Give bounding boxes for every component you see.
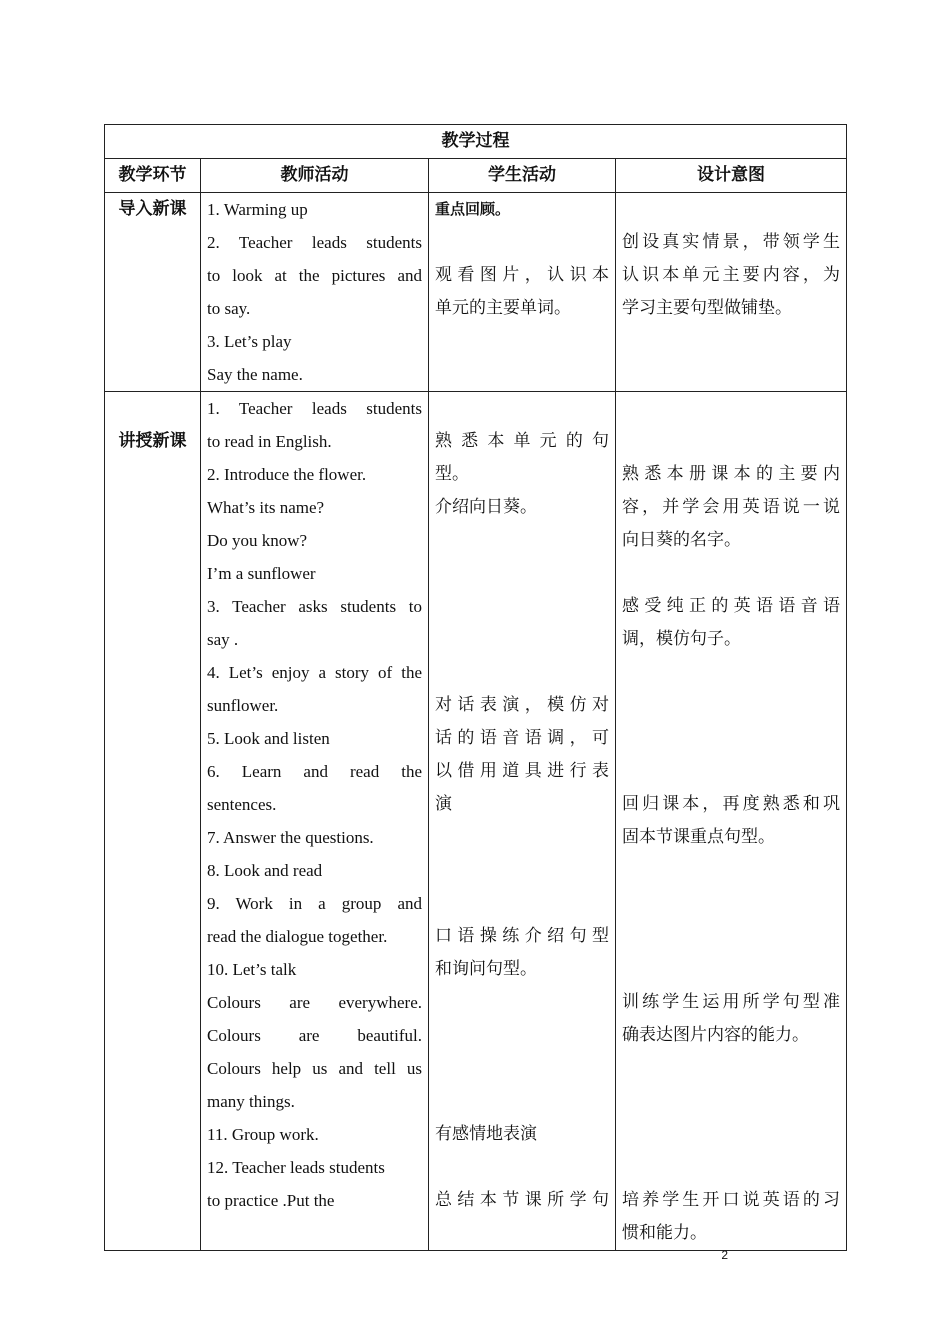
intent-line: 感受纯正的英语语音语 [622, 596, 840, 616]
student-line: 单元的主要单词。 [435, 298, 571, 318]
stage-label: 导入新课 [118, 199, 187, 219]
teacher-line: 8. Look and read [207, 861, 323, 880]
student-line: 对话表演，模仿对 [435, 695, 609, 715]
intent-line: 创设真实情景，带领学生 [622, 232, 840, 252]
teacher-line: 2. Introduce the flower. [207, 465, 367, 484]
header-teacher-activity: 教师活动 [201, 159, 429, 193]
student-line: 介绍向日葵。 [435, 497, 537, 517]
teacher-line: 2. Teacher leads students [207, 233, 422, 252]
teacher-line: 10. Let’s talk [207, 960, 297, 979]
intent-line: 惯和能力。 [622, 1223, 707, 1243]
teacher-line: 5. Look and listen [207, 729, 330, 748]
student-line: 熟悉本单元的句 [435, 431, 609, 451]
teacher-line: 12. Teacher leads students [207, 1158, 385, 1177]
teacher-line: Say the name. [207, 365, 303, 384]
intent-line: 固本节课重点句型。 [622, 827, 775, 847]
teacher-activity-cell [201, 193, 429, 392]
intent-line: 调，模仿句子。 [622, 629, 741, 649]
intent-line: 回归课本，再度熟悉和巩 [622, 794, 840, 814]
intent-line: 学习主要句型做铺垫。 [622, 298, 792, 318]
student-line: 重点回顾。 [435, 200, 511, 218]
intent-line: 认识本单元主要内容，为 [622, 265, 840, 285]
table-title: 教学过程 [105, 125, 847, 159]
teacher-line: 11. Group work. [207, 1125, 319, 1144]
teacher-line: 3. Teacher asks students to [207, 597, 422, 616]
teacher-line: 1. Warming up [207, 200, 308, 219]
stage-label: 讲授新课 [118, 431, 187, 451]
teacher-line: 6. Learn and read the [207, 762, 422, 781]
header-stage: 教学环节 [105, 159, 201, 193]
header-design-intent: 设计意图 [616, 159, 847, 193]
teacher-line: 4. Let’s enjoy a story of the [207, 663, 422, 682]
teacher-line: to look at the pictures and [207, 266, 422, 285]
teacher-line: many things. [207, 1092, 295, 1111]
teacher-line: to read in English. [207, 432, 332, 451]
student-line: 话的语音语调，可 [435, 728, 609, 748]
teacher-line: sentences. [207, 795, 277, 814]
teacher-line: to practice .Put the [207, 1191, 335, 1210]
intent-line: 向日葵的名字。 [622, 530, 741, 550]
student-line: 总结本节课所学句 [435, 1190, 609, 1210]
page-number: 2 [721, 1248, 728, 1262]
teaching-process-table [104, 124, 847, 1251]
stage-cell [105, 193, 201, 392]
student-line: 观看图片，认识本 [435, 265, 609, 285]
student-activity-cell [429, 392, 616, 1251]
teacher-line: Colours are everywhere. [207, 993, 422, 1012]
student-line: 以借用道具进行表 [435, 761, 609, 781]
intent-line: 容，并学会用英语说一说 [622, 497, 840, 517]
stage-cell [105, 392, 201, 1251]
intent-line: 培养学生开口说英语的习 [622, 1190, 840, 1210]
teacher-line: read the dialogue together. [207, 927, 388, 946]
teacher-line: Do you know? [207, 531, 308, 550]
teacher-line: to say. [207, 299, 251, 318]
student-line: 演 [435, 794, 452, 814]
header-student-activity: 学生活动 [429, 159, 616, 193]
teacher-line: 7. Answer the questions. [207, 828, 374, 847]
teacher-line: Colours help us and tell us [207, 1059, 422, 1078]
intent-line: 熟悉本册课本的主要内 [622, 464, 840, 484]
teacher-activity-cell [201, 392, 429, 1251]
student-line: 型。 [435, 464, 469, 484]
table-header-row [105, 159, 847, 193]
teacher-line: Colours are beautiful. [207, 1026, 422, 1045]
student-line: 口语操练介绍句型 [435, 926, 609, 946]
student-activity-cell [429, 193, 616, 392]
design-intent-cell [616, 392, 847, 1251]
design-intent-cell [616, 193, 847, 392]
teacher-line: What’s its name? [207, 498, 325, 517]
teacher-line: sunflower. [207, 696, 279, 715]
teacher-line: 3. Let’s play [207, 332, 292, 351]
intent-line: 训练学生运用所学句型准 [622, 992, 840, 1012]
teacher-line: say . [207, 630, 239, 649]
teacher-line: 1. Teacher leads students [207, 399, 422, 418]
table-row [105, 392, 847, 1251]
student-line: 有感情地表演 [435, 1124, 537, 1144]
student-line: 和询问句型。 [435, 959, 537, 979]
table-row [105, 193, 847, 392]
teacher-line: I’m a sunflower [207, 564, 316, 583]
table-title-row [105, 125, 847, 159]
intent-line: 确表达图片内容的能力。 [622, 1025, 809, 1045]
teacher-line: 9. Work in a group and [207, 894, 422, 913]
